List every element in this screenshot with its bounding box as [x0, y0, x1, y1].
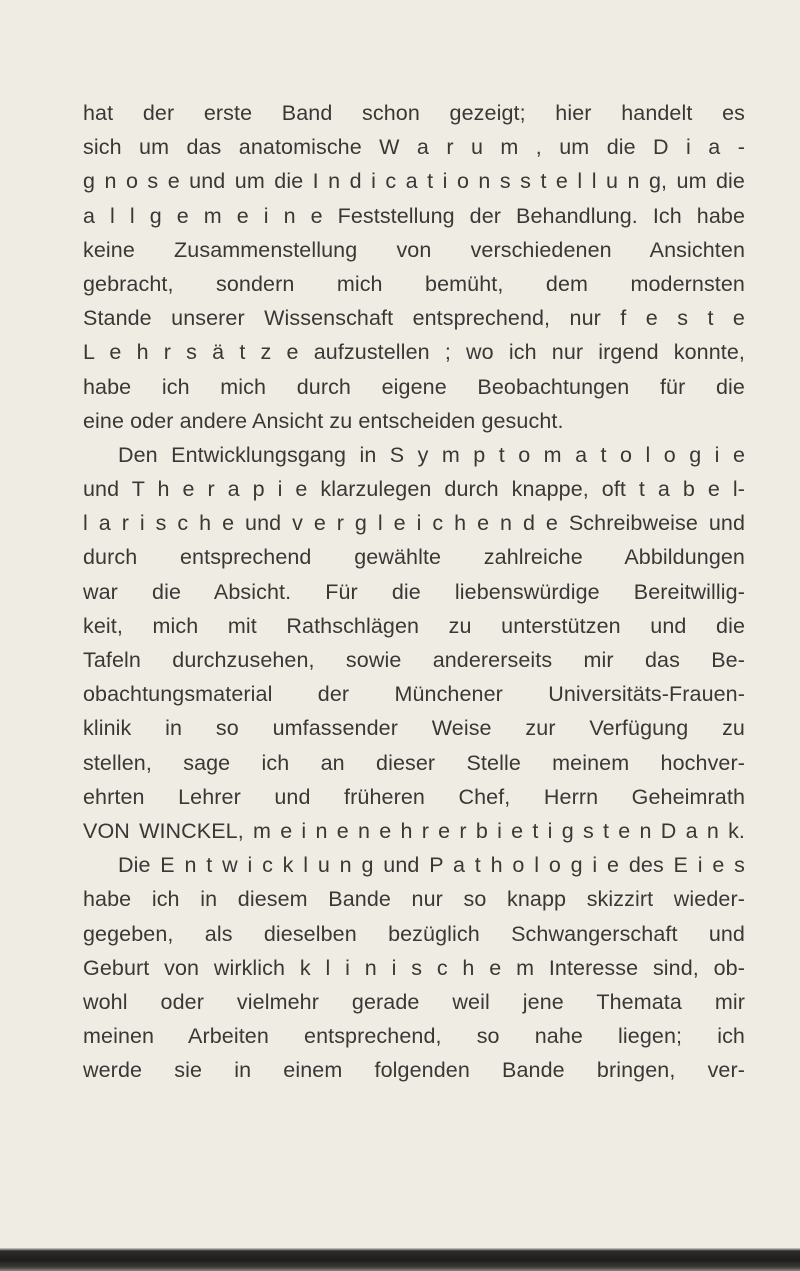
text-line: Stande unserer Wissenschaft entsprechend, nur f e s t e: [83, 306, 745, 331]
text-line: wohl oder vielmehr gerade weil jene Themata mir: [83, 989, 745, 1014]
paragraph-start-line: Den Entwicklungsgang in S y m p t o m a t o l o g i e: [118, 442, 745, 467]
text-line: keit, mich mit Rathschlägen zu unterstützen und die: [83, 613, 745, 638]
text-line: durch entsprechend gewählte zahlreiche Abbildungen: [83, 545, 745, 570]
text-line: g n o s e und um die I n d i c a t i o n s s t e l l u n g, um die: [83, 169, 745, 194]
body-text: [83, 96, 745, 1087]
text-line: keine Zusammenstellung von verschiedenen Ansichten: [83, 237, 745, 262]
text-line: hat der erste Band schon gezeigt; hier handelt es: [83, 101, 745, 125]
text-line: werde sie in einem folgenden Bande bringen, ver-: [83, 1058, 745, 1083]
text-line: gegeben, als dieselben bezüglich Schwangerschaft und: [83, 921, 745, 946]
text-line: L e h r s ä t z e aufzustellen ; wo ich nur irgend konnte,: [83, 340, 745, 365]
paragraph-start-line: Die E n t w i c k l u n g und P a t h o l o g i e des E i e s: [118, 853, 745, 878]
text-line: Geburt von wirklich k l i n i s c h e m Interesse sind, ob-: [83, 955, 745, 980]
text-line: habe ich in diesem Bande nur so knapp skizzirt wieder-: [83, 887, 745, 912]
text-line: obachtungsmaterial der Münchener Universitäts-Frauen-: [83, 682, 745, 707]
text-line: stellen, sage ich an dieser Stelle meinem hochver-: [83, 750, 745, 775]
text-line: habe ich mich durch eigene Beobachtungen für die: [83, 374, 745, 399]
scan-edge-band: [0, 1248, 800, 1271]
text-line: a l l g e m e i n e Feststellung der Behandlung. Ich habe: [83, 203, 745, 228]
paragraph-end-line: eine oder andere Ansicht zu entscheiden gesucht.: [83, 408, 564, 433]
text-line: VON WINCKEL, m e i n e n e h r e r b i e t i g s t e n D a n k.: [83, 818, 745, 843]
text-line: Tafeln durchzusehen, sowie andererseits mir das Be-: [83, 648, 745, 672]
text-line: ehrten Lehrer und früheren Chef, Herrn Geheimrath: [83, 784, 745, 809]
text-line: meinen Arbeiten entsprechend, so nahe liegen; ich: [83, 1024, 745, 1049]
text-line: gebracht, sondern mich bemüht, dem modernsten: [83, 271, 745, 296]
text-line: sich um das anatomische W a r u m , um die D i a -: [83, 135, 745, 160]
text-line: war die Absicht. Für die liebenswürdige Bereitwillig-: [83, 579, 745, 604]
text-line: l a r i s c h e und v e r g l e i c h e n d e Schreibweise und: [83, 511, 745, 536]
text-line: und T h e r a p i e klarzulegen durch knappe, oft t a b e l-: [83, 477, 745, 502]
text-line: klinik in so umfassender Weise zur Verfügung zu: [83, 716, 745, 741]
